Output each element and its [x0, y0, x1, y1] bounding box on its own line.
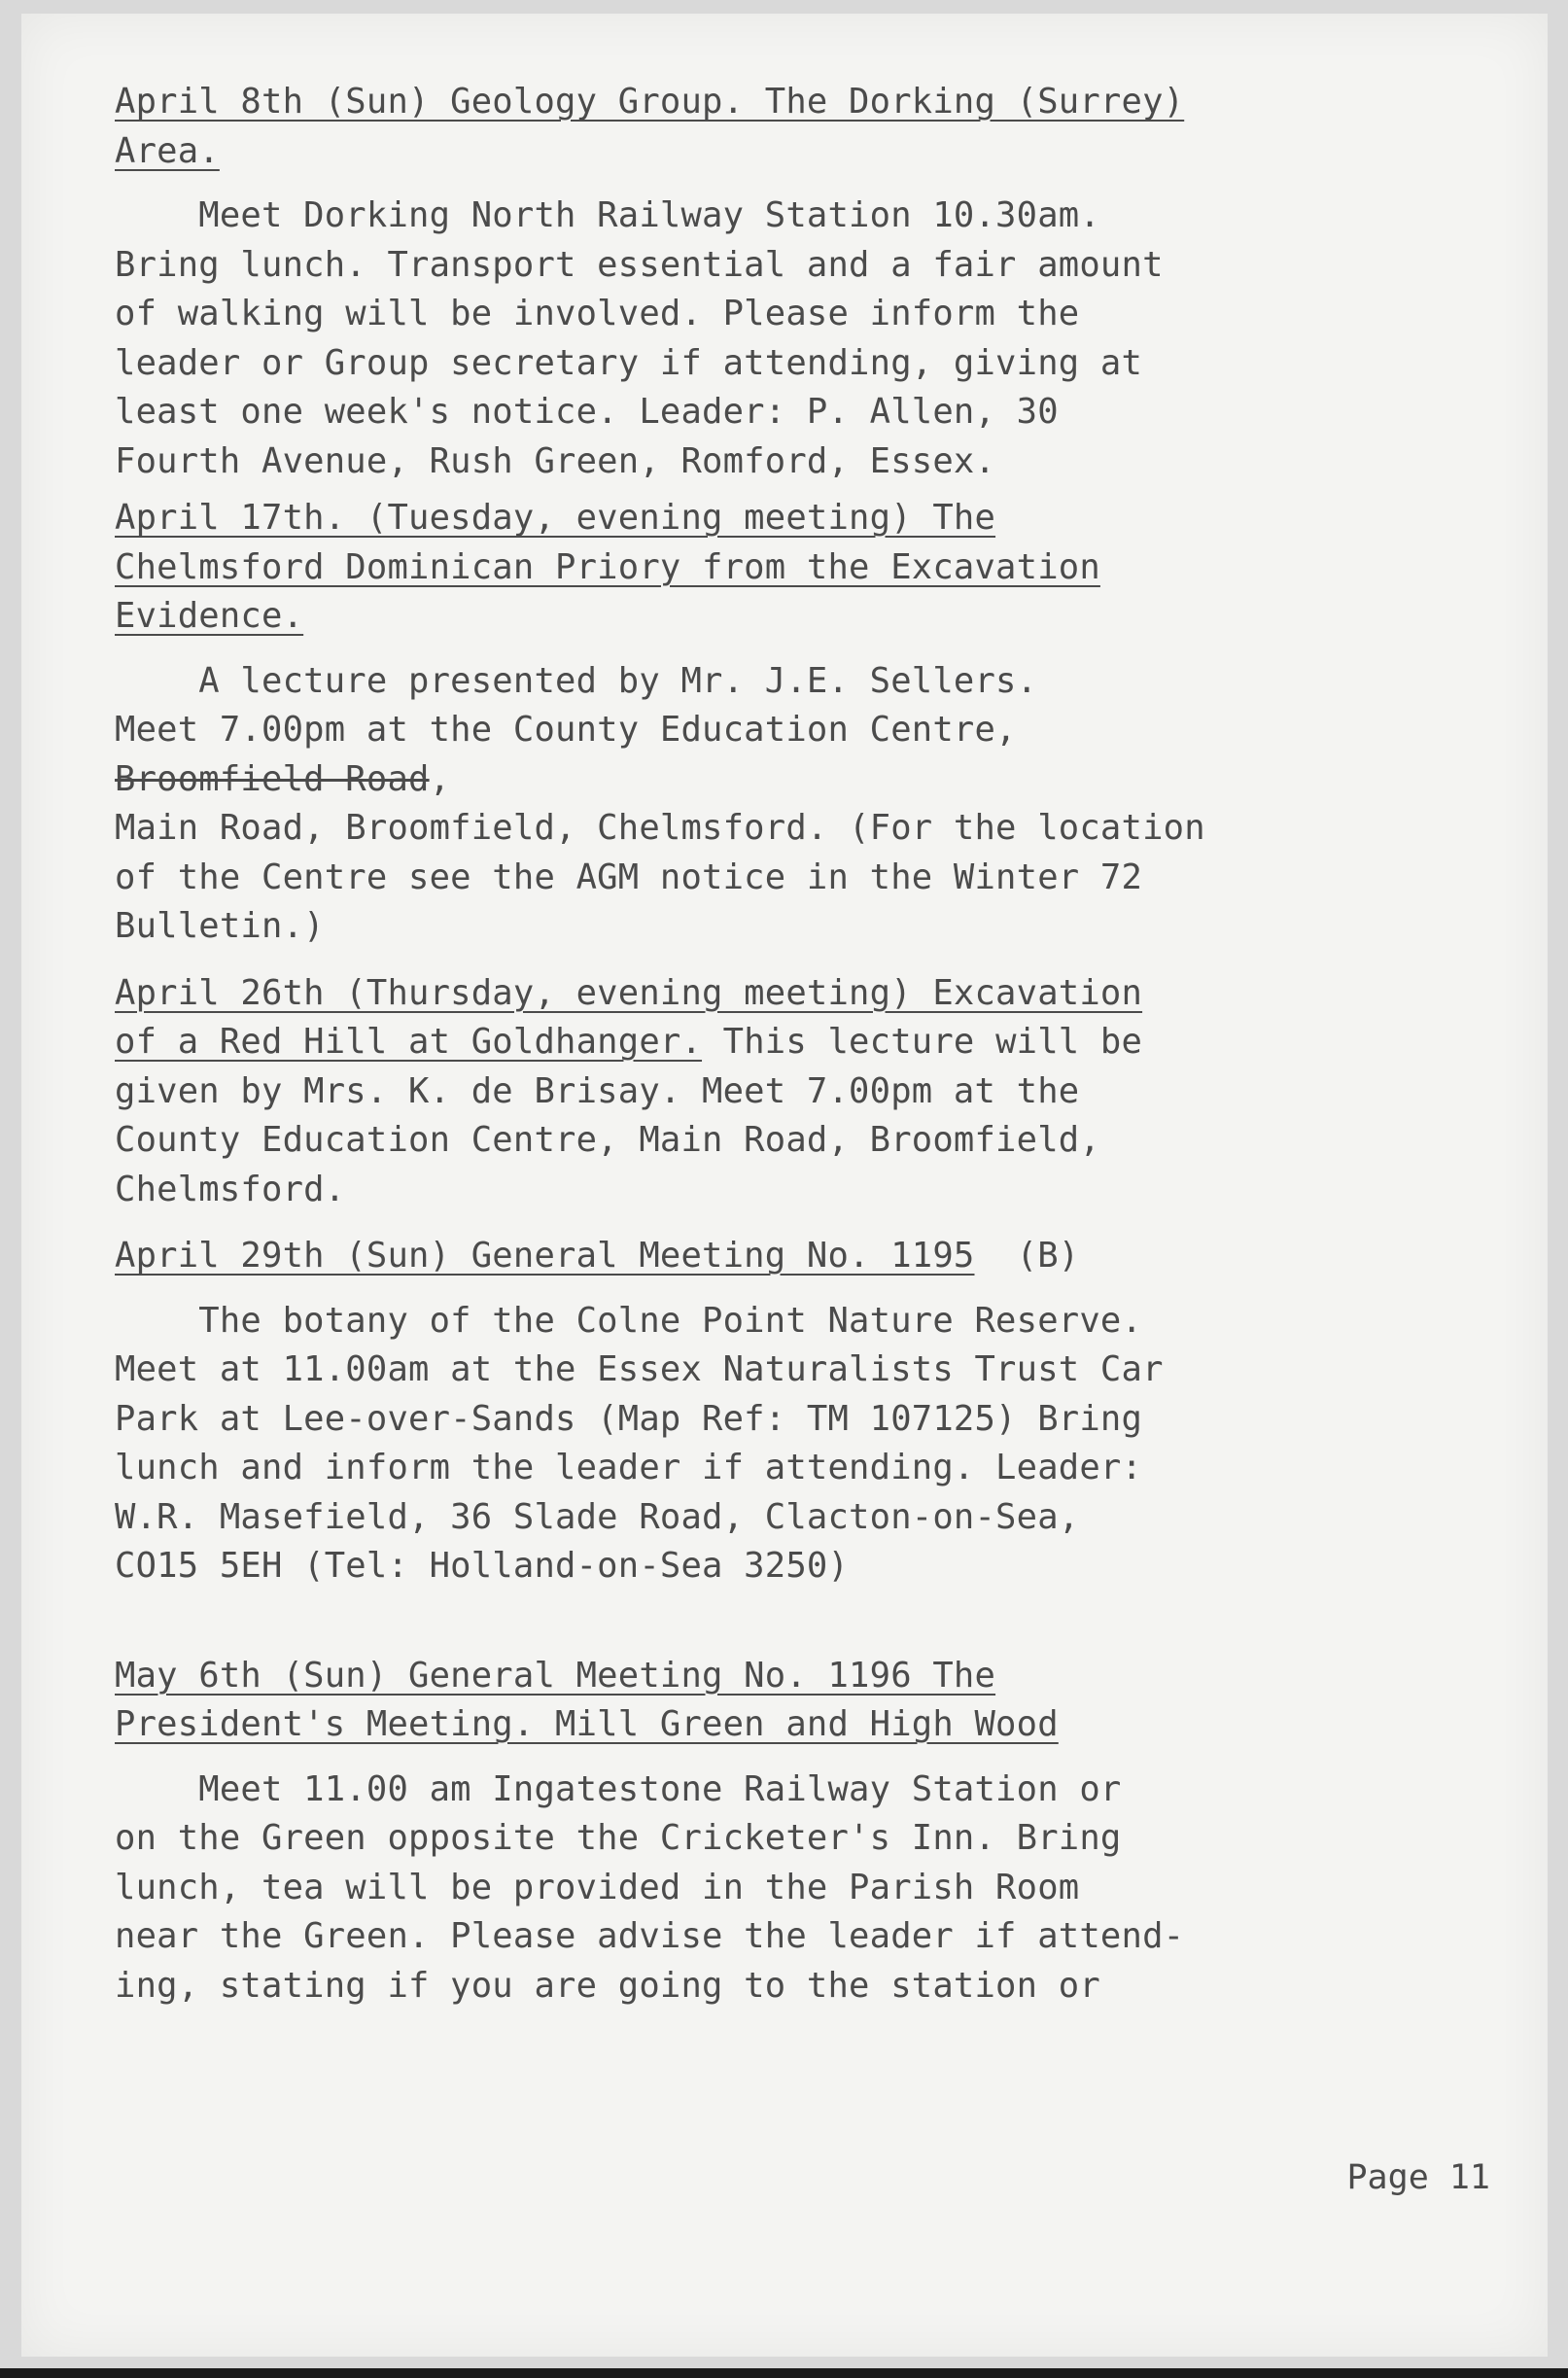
entry-body-line: A lecture presented by Mr. J.E. Sellers. [115, 660, 1038, 701]
entry-body-line: on the Green opposite the Cricketer's Inn. Bring [115, 1818, 1122, 1858]
entry-chelmsford-priory [115, 494, 1476, 952]
document-body [115, 78, 1476, 2018]
entry-body-line: of walking will be involved. Please inform the [115, 294, 1080, 333]
entry-heading-line: Evidence. [115, 596, 304, 636]
entry-body-line: Meet 11.00 am Ingatestone Railway Station or [115, 1768, 1122, 1809]
entry-body-line: ing, stating if you are going to the station or [115, 1965, 1100, 2006]
entry-presidents-meeting [115, 1652, 1476, 2011]
entry-body-line: Bulletin.) [115, 906, 325, 946]
entry-body-line: leader or Group secretary if attending, giving at [115, 342, 1143, 383]
entry-body-line: Meet Dorking North Railway Station 10.30am. [115, 195, 1100, 235]
entry-colne-point [115, 1232, 1476, 1591]
entry-heading-line: Chelmsford Dominican Priory from the Excavation [115, 546, 1100, 587]
entry-heading-line: April 8th (Sun) Geology Group. The Dorking (Surrey) [115, 82, 1185, 122]
entry-body-line: The botany of the Colne Point Nature Reserve. [115, 1300, 1143, 1341]
entry-heading-line: May 6th (Sun) General Meeting No. 1196 The [115, 1655, 996, 1696]
entry-heading-line: April 17th. (Tuesday, evening meeting) The [115, 498, 996, 538]
scan-edge [0, 2368, 1568, 2378]
entry-heading-line-mixed [115, 1232, 1476, 1281]
entry-body-line: near the Green. Please advise the leader if attend- [115, 1916, 1185, 1956]
entry-body-line: lunch and inform the leader if attending. Leader: [115, 1448, 1143, 1487]
entry-body-line: Park at Lee-over-Sands (Map Ref: TM 107125) Bring [115, 1398, 1143, 1439]
entry-heading-line-mixed [115, 1018, 1476, 1067]
entry-body-line: Meet at 11.00am at the Essex Naturalists Trust Car [115, 1349, 1164, 1389]
entry-body-line: CO15 5EH (Tel: Holland-on-Sea 3250) [115, 1546, 850, 1586]
entry-body-line: of the Centre see the AGM notice in the Winter 72 [115, 857, 1143, 897]
entry-body-line: Bring lunch. Transport essential and a fair amount [115, 244, 1164, 285]
entry-geology-dorking [115, 78, 1476, 486]
entry-body-line-struck [115, 755, 1476, 805]
spacer [115, 1599, 1476, 1652]
entry-red-hill-goldhanger [115, 969, 1476, 1215]
entry-heading-line: April 26th (Thursday, evening meeting) Excavation [115, 972, 1143, 1013]
page-number: Page 11 [1346, 2158, 1490, 2197]
entry-heading-suffix: (B) [974, 1236, 1080, 1276]
entry-body-line: given by Mrs. K. de Brisay. Meet 7.00pm at the [115, 1070, 1080, 1111]
struck-suffix: , [429, 758, 451, 799]
entry-body-line: W.R. Masefield, 36 Slade Road, Clacton-on-Sea, [115, 1496, 1080, 1537]
entry-body-line: least one week's notice. Leader: P. Allen, 30 [115, 392, 1059, 432]
entry-heading-part: of a Red Hill at Goldhanger. [115, 1022, 703, 1062]
entry-heading-line: President's Meeting. Mill Green and High Wood [115, 1704, 1059, 1744]
entry-heading-line: Area. [115, 130, 220, 171]
struck-text: Broomfield Road [115, 758, 430, 799]
entry-heading: April 29th (Sun) General Meeting No. 1195 [115, 1236, 975, 1276]
entry-body-line: Fourth Avenue, Rush Green, Romford, Essex. [115, 440, 996, 481]
entry-body-line: Main Road, Broomfield, Chelmsford. (For the location [115, 808, 1205, 848]
entry-heading-tail: This lecture will be [702, 1022, 1143, 1062]
entry-body-line: County Education Centre, Main Road, Broomfield, [115, 1120, 1100, 1160]
entry-body-line: lunch, tea will be provided in the Parish Room [115, 1867, 1080, 1907]
entry-body-line: Meet 7.00pm at the County Education Centre, [115, 710, 1017, 750]
entry-body-line: Chelmsford. [115, 1169, 346, 1209]
